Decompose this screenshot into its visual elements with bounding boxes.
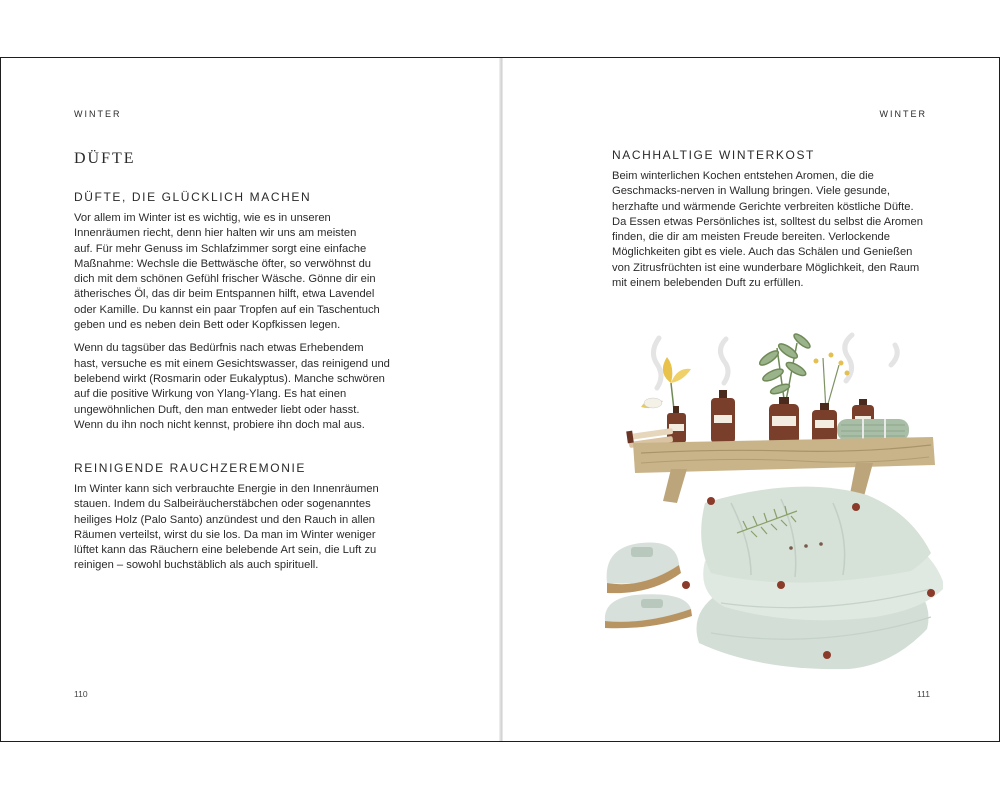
paragraph — [74, 341, 404, 433]
text-line: Maßnahme: Wechsle die Bettwäsche öfter, so verwöhnst du — [74, 257, 372, 270]
text-line: reinigen – sowohl buchstäblich als auch spirituell. — [74, 559, 319, 572]
text-line: mit einem belebenden Duft zu erfüllen. — [612, 277, 804, 290]
text-line: hast, versuche es mit einem Gesichtswasser, das reinigend und — [74, 357, 390, 370]
section-winterkost-heading-wrap — [612, 148, 815, 162]
eucalyptus-branch-icon — [758, 332, 812, 406]
book-spread — [0, 57, 1000, 742]
section-heading: NACHHALTIGE WINTERKOST — [612, 148, 815, 162]
text-line: heiliges Holz (Palo Santo) anzündest und den Rauch in allen — [74, 513, 376, 526]
text-line: finden, die dir am meisten Freude bereiten. Verlockende — [612, 231, 890, 244]
chapter-title: DÜFTE — [74, 150, 136, 167]
text-line: auf die positive Wirkung von Ylang-Ylang. Es hat einen — [74, 388, 347, 401]
running-head: WINTER — [879, 109, 927, 119]
text-line: geben und es neben dein Bett oder Kopfkissen legen. — [74, 319, 341, 332]
section-heading: REINIGENDE RAUCHZEREMONIE — [74, 461, 307, 475]
page-number: 111 — [917, 689, 930, 699]
paragraph — [612, 169, 942, 291]
section-winterkost-body — [612, 169, 942, 291]
pillow-stack-icon — [697, 487, 944, 669]
text-line: belebend wirkt (Rosmarin oder Eukalyptus). Manche schwören — [74, 372, 385, 385]
text-line: Möglichkeiten gibt es viele. Auch das Schälen und Genießen — [612, 246, 913, 259]
text-line: Innenräumen riecht, denn hier halten wir uns am meisten — [74, 227, 357, 240]
text-line: Räumen verteilst, wirst du sie los. Da man im Winter weniger — [74, 528, 376, 541]
text-line: Wenn du tagsüber das Bedürfnis nach etwas Erhebendem — [74, 342, 364, 355]
section-heading: DÜFTE, DIE GLÜCKLICH MACHEN — [74, 190, 312, 204]
text-line: Beim winterlichen Kochen entstehen Aromen, die die — [612, 170, 874, 182]
bottle-icon — [711, 390, 735, 443]
section-duefte-body — [74, 211, 404, 433]
text-line: Vor allem im Winter ist es wichtig, wie es in unseren — [74, 212, 331, 224]
bottle-icon — [812, 403, 837, 444]
text-line: auf. Für mehr Genuss im Schlafzimmer sorgt eine einfache — [74, 242, 367, 255]
slipper-icon — [605, 594, 692, 628]
text-line: Im Winter kann sich verbrauchte Energie in den Innenräumen — [74, 483, 379, 495]
text-line: dich mit dem schönen Gefühl frischer Wäsche. Gönne dir ein — [74, 273, 376, 286]
text-line: oder Kamille. Du kannst ein paar Tropfen auf ein Taschentuch — [74, 303, 380, 316]
text-line: lüftet kann das Räuchern eine belebende Art sein, die Luft zu — [74, 544, 377, 557]
steam-icon — [653, 335, 897, 388]
text-line: herzhafte und wärmende Gerichte verbreiten köstliche Düfte. — [612, 200, 914, 213]
text-line: ungewöhnlichen Duft, den man entweder liebt oder hasst. — [74, 403, 360, 416]
slipper-icon — [607, 542, 681, 593]
bottle-icon — [769, 397, 799, 444]
text-line: von Zitrusfrüchten ist eine wunderbare Möglichkeit, den Raum — [612, 261, 920, 274]
right-page — [503, 58, 1000, 741]
text-line: Wenn du ihn noch nicht kennst, probiere ihn doch mal aus. — [74, 418, 365, 431]
section-rauch-body — [74, 482, 404, 574]
section-duefte-heading-wrap — [74, 190, 311, 204]
page-number: 110 — [74, 689, 88, 699]
paragraph — [74, 211, 404, 333]
text-line: stauen. Indem du Salbeiräucherstäbchen oder sogenanntes — [74, 498, 371, 511]
running-head: WINTER — [74, 109, 122, 119]
winter-scents-illustration — [601, 303, 943, 673]
section-rauch-heading-wrap — [74, 461, 306, 475]
left-page — [1, 58, 499, 741]
text-line: Da Essen etwas Persönliches ist, solltest du selbst die Aromen — [612, 215, 923, 228]
text-line: ätherisches Öl, das dir beim Entspannen hilft, etwa Lavendel — [74, 288, 375, 301]
text-line: Geschmacks-nerven in Wallung bringen. Viele gesunde, — [612, 185, 890, 198]
paragraph — [74, 482, 404, 574]
